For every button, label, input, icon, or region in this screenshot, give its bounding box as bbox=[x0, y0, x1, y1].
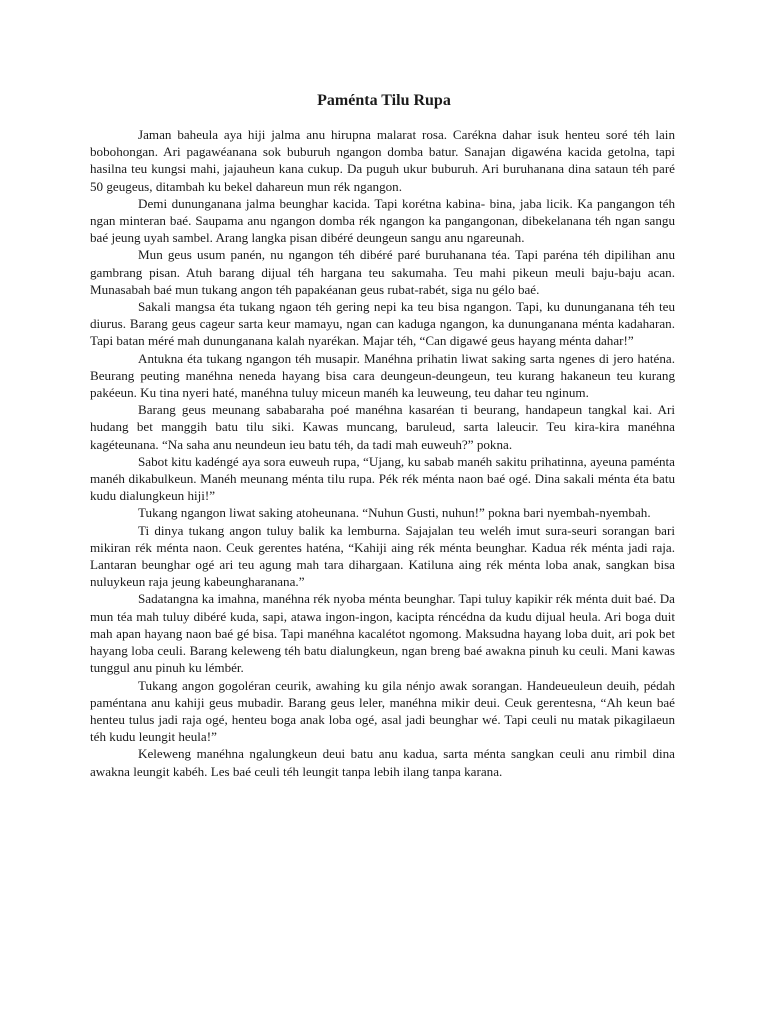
paragraph: Tukang angon gogoléran ceurik, awahing ku gila nénjo awak sorangan. Handeueuleun deuih, pédah paméntana anu kahiji geus mubadir. Barang geus leler, manéhna mikir deui. Ceuk gerentesna, “Ah keun baé henteu tulus jadi raja ogé, henteu boga anak loba ogé, asal jadi beunghar wé. Tapi ceuli nu matak pikagilaeun téh kudu leungit heula!” bbox=[90, 677, 675, 745]
paragraph: Demi dununganana jalma beunghar kacida. Tapi korétna kabina- bina, jaba licik. Ka pangangon téh ngan minteran baé. Saupama anu ngangon domba rék ngangon ka pangangonan, dibekelanana téh ngan sangu baé jeung uyah sambel. Arang langka pisan dibéré deungeun sangu anu ngareunah. bbox=[90, 195, 675, 246]
paragraph: Sakali mangsa éta tukang ngaon téh gering nepi ka teu bisa ngangon. Tapi, ku dununganana téh teu diurus. Barang geus cageur sarta keur mamayu, ngan can kaduga ngangon, ka dununganana ménta kadaharan. Tapi batan méré mah dununganana kalah nyarékan. Majar téh, “Can digawé geus hayang ménta dahar!” bbox=[90, 299, 675, 349]
paragraph: Sabot kitu kadéngé aya sora euweuh rupa, “Ujang, ku sabab manéh sakitu prihatinna, ayeuna paménta manéh dikabulkeun. Manéh meunang ménta tilu rupa. Pék rék ménta naon baé ogé. Dina sakali ménta éta batu kudu dialungkeun hiji!” bbox=[90, 453, 675, 504]
paragraph: Ti dinya tukang angon tuluy balik ka lemburna. Sajajalan teu weléh imut sura-seuri sorangan bari mikiran rék ménta naon. Ceuk gerentes haténa, “Kahiji aing rék ménta beunghar. Kadua rék ménta jadi raja. Lantaran beunghar ogé ari teu agung mah tara dihargaan. Katiluna aing rék ménta loba anak, sangkan bisa nuluykeun raja jeung kabeungharanana.” bbox=[90, 522, 675, 590]
paragraph: Tukang ngangon liwat saking atoheunana. “Nuhun Gusti, nuhun!” pokna bari nyembah-nyembah. bbox=[138, 505, 651, 521]
paragraph: Mun geus usum panén, nu ngangon téh dibéré paré buruhanana téa. Tapi paréna téh dipilihan anu gambrang pisan. Atuh barang dijual téh hargana teu sakumaha. Teu mahi pikeun meuli baju-baju acan. Munasabah baé mun tukang angon téh papakéanan geus rubat-rabét, siga nu gélo baé. bbox=[90, 247, 675, 297]
paragraph: Antukna éta tukang ngangon téh musapir. Manéhna prihatin liwat saking sarta ngenes di jero haténa. Beurang peuting manéhna neneda hayang bisa cara deungeun-deungeun, teu kurang hakaneun teu kurang pakéeun. Ku tina nyeri haté, manéhna tuluy miceun manéh ka leuweung, teu dahar teu nginum. bbox=[90, 350, 675, 401]
paragraph: Jaman baheula aya hiji jalma anu hirupna malarat rosa. Carékna dahar isuk henteu soré téh lain bobohongan. Ari pagawéanana sok buburuh ngangon domba batur. Sanajan digawéna kacida getolna, tapi hasilna teu kungsi mahi, jajauheun kana cukup. Da puguh ukur buburuh. Ari buruhanana dina sataun téh paré 50 geugeus, ditambah ku bekel dahareun mun rék ngangon. bbox=[90, 127, 675, 194]
document-body bbox=[90, 126, 675, 780]
paragraph: Barang geus meunang sababaraha poé manéhna kasaréan ti beurang, handapeun tangkal kai. Ari hudang bet manggih batu tilu siki. Kawas muncang, baruleud, sarta laleucir. Teu kira-kira manéhna kagéteunana. “Na saha anu neundeun ieu batu téh, da tadi mah euweuh?” pokna. bbox=[90, 402, 675, 452]
paragraph: Keleweng manéhna ngalungkeun deui batu anu kadua, sarta ménta sangkan ceuli anu rimbil dina awakna leungit kabéh. Les baé ceuli téh leungit tanpa lebih ilang tanpa karana. bbox=[90, 746, 675, 779]
document-title: Paménta Tilu Rupa bbox=[317, 92, 451, 109]
paragraph: Sadatangna ka imahna, manéhna rék nyoba ménta beunghar. Tapi tuluy kapikir rék ménta duit baé. Da mun téa mah tuluy dibéré kuda, sapi, atawa ingon-ingon, kacipta réncédna da kudu dijual heula. Ari boga duit mah apan hayang naon baé gé bisa. Tapi manéhna kacalétot ngomong. Maksudna hayang loba duit, ari pok bet hayang loba ceuli. Barang keleweng téh batu dialungkeun, ngan breng baé awakna pinuh ku ceuli. Mani kawas tunggul anu pinuh ku lémbér. bbox=[90, 591, 675, 676]
